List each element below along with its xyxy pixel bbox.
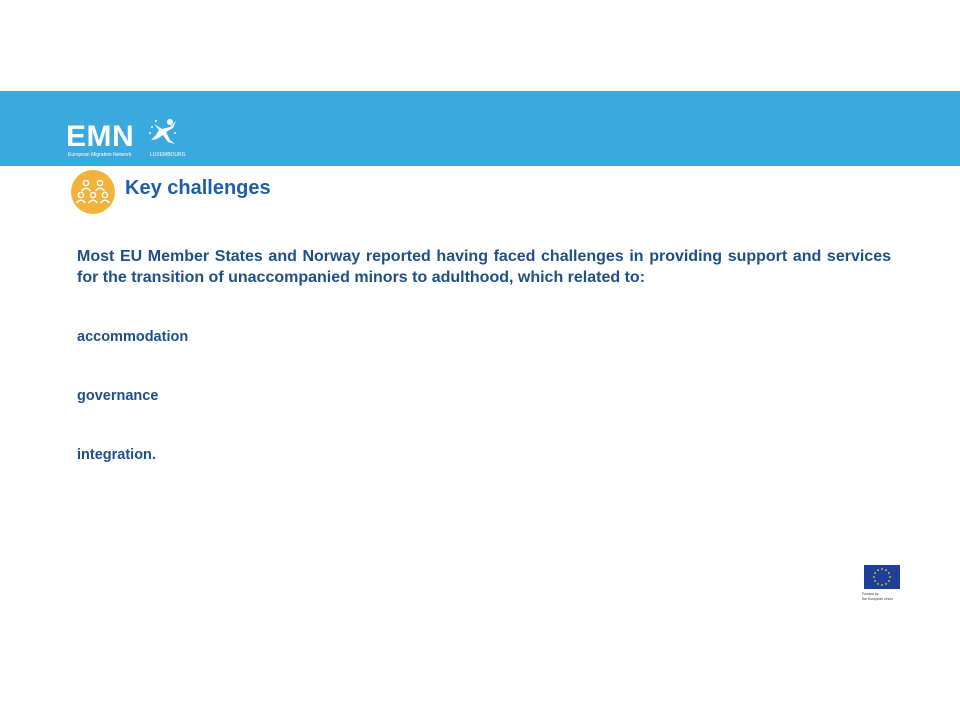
emn-logo-region: LUXEMBOURG: [150, 152, 186, 158]
eu-funding-line1: Funded by: [862, 592, 879, 596]
intro-paragraph: Most EU Member States and Norway reported having faced challenges in providing support and services for the transition of unaccompanied minors to adulthood, which related to:: [77, 248, 891, 286]
eu-funding-line2: the European Union: [862, 596, 894, 601]
challenge-item-integration: integration.: [77, 447, 156, 463]
section-title: Key challenges: [125, 177, 271, 199]
challenge-item-governance: governance: [77, 388, 159, 404]
emn-logo-subtitle: European Migration Network: [68, 152, 132, 158]
people-group-icon: [71, 170, 115, 214]
star-figure-icon: [148, 118, 178, 146]
header-banner: [0, 91, 960, 166]
challenge-item-accommodation: accommodation: [77, 329, 189, 345]
eu-flag-icon: [864, 565, 900, 589]
eu-funding-caption: [862, 592, 908, 601]
emn-logo-text: EMN: [66, 120, 135, 153]
